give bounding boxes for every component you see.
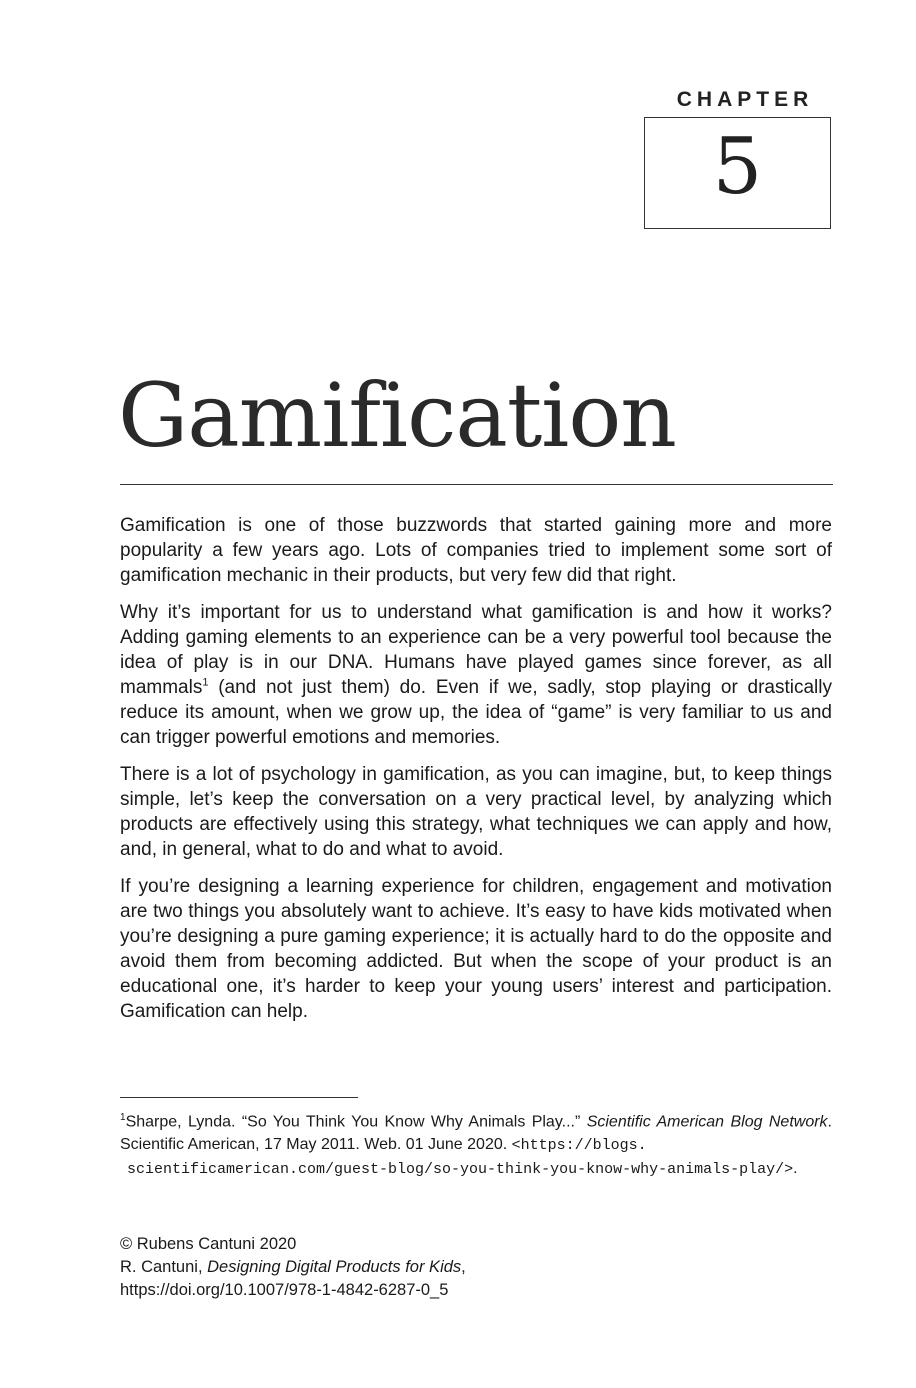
citation-line [120, 1256, 466, 1279]
doi-link[interactable]: https://doi.org/10.1007/978-1-4842-6287-0_5 [120, 1281, 449, 1299]
footnote-url-part1[interactable]: <https://blogs. [511, 1137, 647, 1155]
book-title: Designing Digital Products for Kids [207, 1258, 462, 1276]
footnote-url-part2[interactable]: scientificamerican.com/guest-blog/so-you-think-you-know-why-animals-play/> [127, 1161, 794, 1179]
title-divider [120, 484, 833, 485]
paragraph-1: Gamification is one of those buzzwords that started gaining more and more popularity a few years ago. Lots of companies tried to implement some sort of gamification mechanic in their products, but very few did that right. [120, 515, 832, 586]
citation-author: R. Cantuni, [120, 1258, 208, 1276]
paragraph-3: There is a lot of psychology in gamification, as you can imagine, but, to keep things simple, let’s keep the conversation on a very practical level, by analyzing which products are effectively using this strategy, what techniques we can apply and how, and, in general, what to do and what to avoid. [120, 764, 832, 860]
chapter-label: CHAPTER [676, 88, 814, 111]
footnote-citation: Sharpe, Lynda. “So You Think You Know Why Animals Play...” [125, 1113, 587, 1131]
citation-comma: , [461, 1258, 466, 1276]
footnote-journal: Scientific American Blog Network [586, 1113, 828, 1131]
paragraph-2 [120, 600, 832, 750]
paragraph-4: If you’re designing a learning experience for children, engagement and motivation are two things you absolutely want to achieve. It’s easy to have kids motivated when you’re designing a pure gaming experience; it is actually hard to do the opposite and avoid them from becoming addicted. But when the scope of your product is an educational one, it’s harder to keep your young users’ interest and participation. Gamification can help. [120, 876, 832, 1022]
chapter-title: Gamification [118, 364, 676, 467]
copyright-block [120, 1233, 466, 1302]
footnote-url-line [120, 1157, 832, 1181]
chapter-number: 5 [712, 122, 763, 212]
paragraph-2-text-a: Why it’s important for us to understand what gamification is and how it works? Adding gaming elements to an experience can be a very powerful tool because the idea of play is in our DNA. Humans have played games since forever, as all mammals [120, 602, 832, 698]
footnote-end: . [793, 1160, 798, 1178]
footnote-divider [120, 1097, 358, 1098]
chapter-number-box [644, 117, 831, 229]
copyright-line: © Rubens Cantuni 2020 [120, 1235, 297, 1253]
paragraph-2-text-b: (and not just them) do. Even if we, sadly, stop playing or drastically reduce its amount, when we grow up, the idea of “game” is very familiar to us and can trigger powerful emotions and memories. [120, 677, 832, 748]
footnote-reference[interactable]: 1 [202, 676, 209, 689]
footnote [120, 1106, 832, 1181]
footnote-marker: 1 [120, 1112, 126, 1123]
footnote-details: . Scientific American, 17 May 2011. Web. 01 June 2020. [120, 1113, 832, 1154]
body-text [120, 513, 832, 1036]
